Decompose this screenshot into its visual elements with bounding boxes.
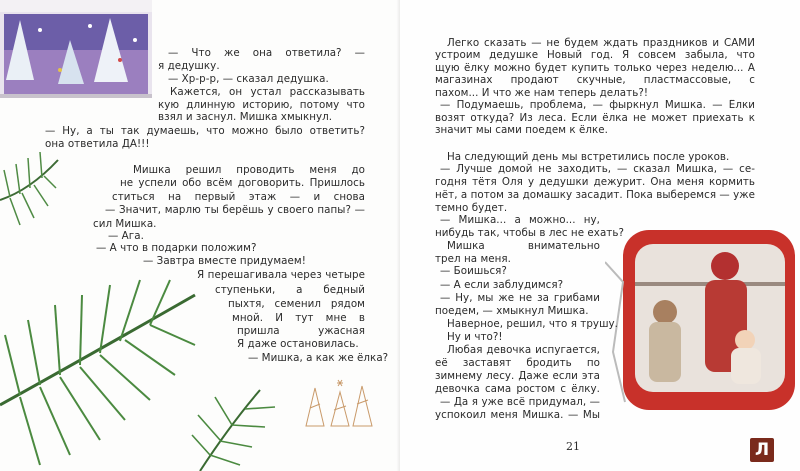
text-line: — Мишка... а можно... ну,: [440, 214, 600, 226]
fir-branch-illustration: [0, 140, 60, 250]
text-line: взял и заснул. Мишка хмыкнул.: [158, 111, 333, 123]
text-line: — Подумаешь, проблема, — фыркнул Мишка. — Ёлки: [440, 99, 755, 111]
text-line: мной. И тут мне в: [232, 312, 365, 324]
text-line: Кажется, он устал рассказывать: [170, 86, 365, 98]
text-line: — Ага.: [108, 230, 144, 242]
page-number: 21: [566, 440, 580, 453]
text-line: трел на меня.: [435, 253, 511, 265]
text-line: щую ёлку можно будет купить только через неделю... А: [435, 62, 755, 74]
text-line: — А что в подарки положим?: [96, 242, 257, 254]
text-line: — Мишка, а как же ёлка?: [248, 352, 389, 364]
text-line: ступеньки, а бедный: [215, 284, 365, 296]
text-line: — Значит, марлю ты берёшь у своего папы? —: [105, 204, 365, 216]
text-line: Я даже остановилась.: [237, 338, 359, 350]
text-line: темно будет.: [435, 202, 508, 214]
text-line: магазинах продают скучные, пластмассовые, с: [435, 74, 755, 86]
text-line: ститься на первый этаж — и снова: [112, 191, 365, 203]
text-line: — Боишься?: [440, 265, 507, 277]
text-line: Любая девочка испугается,: [447, 344, 600, 356]
text-line: Я перешагивала через четыре: [197, 269, 365, 281]
text-line: пыхтя, семенил рядом: [228, 298, 365, 310]
text-line: я дедушку.: [158, 60, 220, 72]
text-line: значит мы сами поедем к ёлке.: [435, 124, 608, 136]
text-line: зимнему лесу. Даже если эта: [435, 370, 600, 382]
text-line: успокоил меня Мишка. — Мы: [435, 409, 600, 421]
text-line: пахом... И что же нам теперь делать?!: [435, 87, 649, 99]
text-line: — Ну, а ты так думаешь, что можно было ответить?: [45, 125, 365, 137]
right-page: [400, 0, 800, 471]
text-line: годня тётя Оля у дедушки дежурит. Она меня кормить: [435, 176, 755, 188]
window-illustration: [0, 0, 152, 98]
small-fir-branch-illustration: [190, 385, 280, 471]
text-line: На следующий день мы встретились после уроков.: [447, 151, 730, 163]
bus-window-illustration: [605, 222, 797, 418]
text-line: Легко сказать — не будем ждать праздников и САМИ: [447, 37, 755, 49]
text-line: — Что же она ответила? —: [168, 47, 365, 59]
text-line: она ответила ДА!!!: [45, 138, 150, 150]
tree-sketch-illustration: [300, 378, 375, 430]
text-line: — Хр-р-р, — сказал дедушка.: [168, 73, 329, 85]
large-fir-branch-illustration: [0, 265, 200, 471]
text-line: устроим дедушке Новый год. Я совсем забыла, что: [435, 49, 755, 61]
text-line: нибудь так, чтобы в лес не ехать?: [435, 227, 624, 239]
text-line: — Да я уже всё придумал, —: [440, 396, 600, 408]
text-line: её заставят бродить по: [435, 357, 600, 369]
text-line: возят откуда? Из леса. Если ёлка не может приехать к: [435, 112, 755, 124]
publisher-logo: Л: [750, 438, 774, 462]
text-line: поедем, — хмыкнул Мишка.: [435, 305, 589, 317]
text-line: нёт, а потом за домашку засадит. Пока выберемся — уже: [435, 189, 755, 201]
text-line: кую длинную историю, потому что: [158, 99, 365, 111]
text-line: не успели обо всём договорить. Пришлось: [120, 177, 365, 189]
text-line: Мишка решил проводить меня до: [133, 164, 365, 176]
text-line: — Ну, мы же не за грибами: [440, 292, 600, 304]
text-line: — Лучше домой не заходить, — сказал Мишка, — се-: [440, 163, 755, 175]
text-line: Наверное, решил, что я трушу.: [447, 318, 619, 330]
text-line: пришла ужасная: [237, 325, 365, 337]
text-line: сил Мишка.: [93, 218, 157, 230]
text-line: — А если заблудимся?: [440, 279, 564, 291]
text-line: Мишка внимательно: [447, 240, 600, 252]
text-line: девочка сама ростом с ёлку.: [435, 383, 600, 395]
text-line: Ну и что?!: [447, 331, 503, 343]
text-line: — Завтра вместе придумаем!: [143, 255, 306, 267]
